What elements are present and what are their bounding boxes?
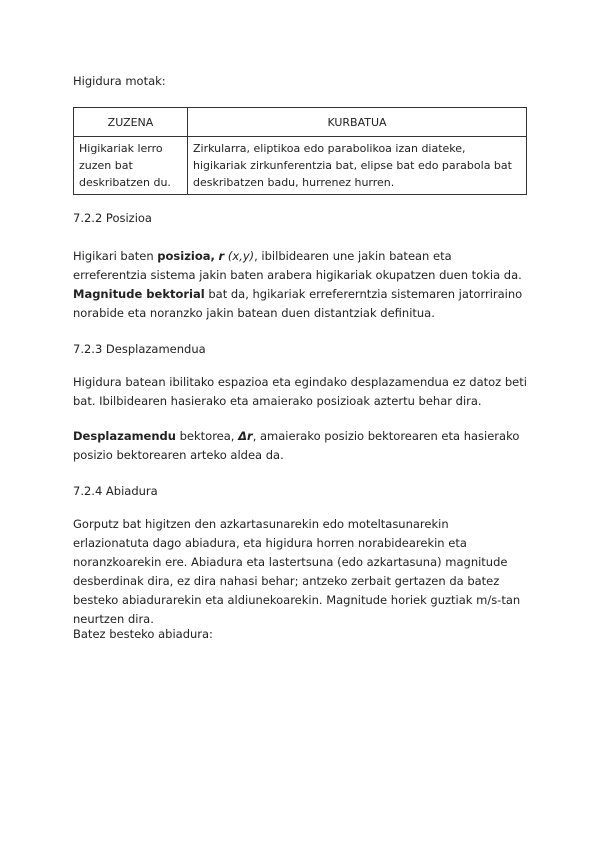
table-row [74, 137, 527, 195]
desplazamendu-bold-term: Desplazamendu [73, 429, 176, 443]
table-header-kurbatua: KURBATUA [188, 108, 527, 137]
delta-r-symbol: Δr [238, 429, 253, 443]
batez-besteko-abiadura-label: Batez besteko abiadura: [73, 627, 213, 641]
table-header-zuzena: ZUZENA [74, 108, 188, 137]
motion-types-table [73, 107, 527, 195]
position-coordinates: (x,y) [227, 249, 255, 263]
table-cell-kurbatua: Zirkularra, eliptikoa edo parabolikoa izan diateke, higikariak zirkunferentzia bat, elipse bat edo parabola bat deskribatzen badu, hurrenez hurren. [188, 137, 527, 195]
magnitude-bektorial-term: Magnitude bektorial [73, 287, 205, 301]
position-vector-symbol: r [218, 249, 225, 263]
desplazamendua-paragraph-1: Higidura batean ibilitako espazioa eta egindako desplazamendua ez datoz beti bat. Ibilbidearen hasierako eta amaierako posizioak aztertu behar dira. [73, 375, 527, 408]
abiadura-paragraph: Gorputz bat higitzen den azkartasunarekin edo moteltasunarekin erlazionatuta dago abiadura, eta higidura horren norabidearekin eta noranzkoarekin ere. Abiadura eta lastertsuna (edo azkartasuna) magnitude desberdinak dira, ez dira nahasi behar; antzeko zerbait gertazen da batez besteko abiadurarekin eta aldiunekoarekin. Magnitude horiek guztiak m/s-tan neurtzen dira. [73, 517, 521, 626]
section-heading-posizioa: 7.2.2 Posizioa [73, 211, 152, 225]
table-cell-zuzena: Higikariak lerro zuzen bat deskribatzen du. [74, 137, 188, 195]
posizioa-paragraph: Higikari baten posizioa, r (x,y), ibilbidearen une jakin batean eta erreferentzia sistema jakin baten arabera higikariak okupatzen duen tokia da. Magnitude bektorial bat da, hgikariak errefererntzia sistemaren jatorriraino norabide eta noranzko jakin batean duen distantziak definitua. [73, 249, 523, 320]
section-heading-desplazamendua: 7.2.3 Desplazamendua [73, 342, 206, 356]
posizioa-bold-term: posizioa, [157, 249, 215, 263]
table-header-row [74, 108, 527, 137]
section-heading-abiadura: 7.2.4 Abiadura [73, 484, 158, 498]
desplazamendua-paragraph-2: Desplazamendu bektorea, Δr, amaierako posizio bektorearen eta hasierako posizio bektorearen arteko aldea da. [73, 429, 520, 462]
intro-text: Higidura motak: [73, 74, 166, 88]
